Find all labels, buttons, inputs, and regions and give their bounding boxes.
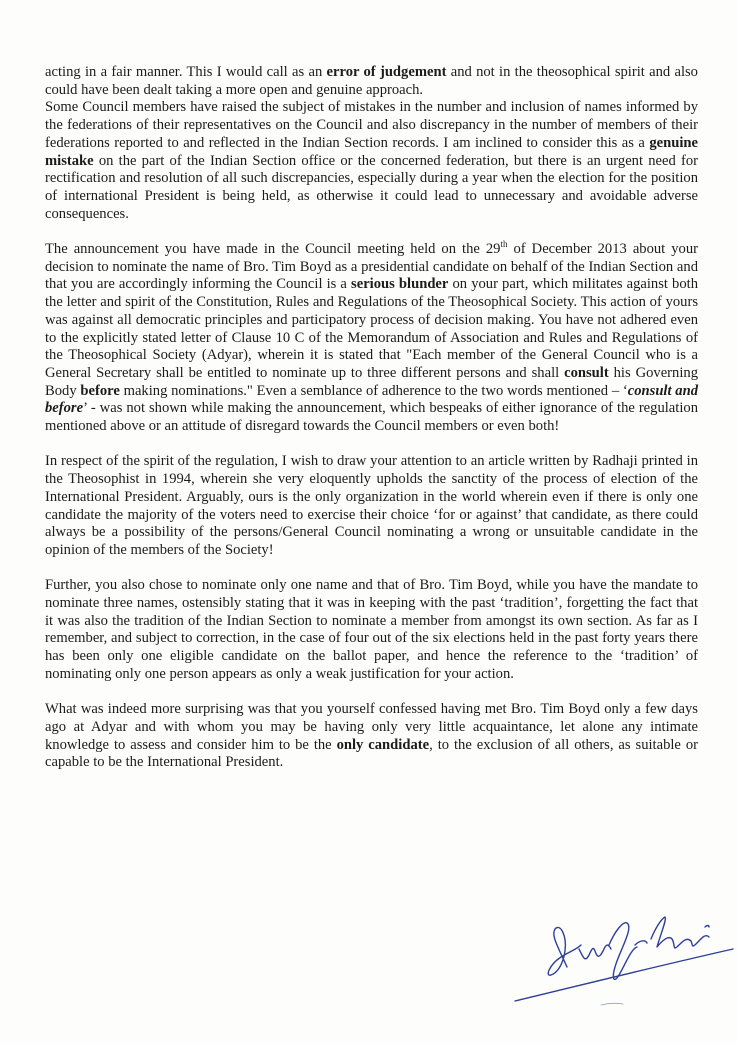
text-run: making nominations." Even a semblance of adherence to the two words mentioned – ‘ (119, 382, 628, 399)
paragraph-gap (45, 560, 698, 578)
text-run: his Governing Body (45, 364, 698, 399)
paragraph-gap (45, 223, 698, 241)
bold-phrase: consult (564, 364, 609, 381)
bold-phrase: genuine mistake (45, 134, 698, 169)
text-run: The announcement you have made in the Council meeting held on the 29 (45, 241, 501, 258)
text-run: acting in a fair manner. This I would call as an (45, 64, 327, 80)
text-run: on the part of the Indian Section office or the concerned federation, but there is an urgent need for rectification and resolution of all such discrepancies, especially during a year when the election for the position of international President is being held, as otherwise it could lead to unnecessary and avoidable adverse consequences. (45, 152, 698, 222)
paragraph-4: In respect of the spirit of the regulation, I wish to draw your attention to an article written by Radhaji printed in the Theosophist in 1994, wherein she very eloquently upholds the sanctity of the process of election of the International President. Arguably, ours is the only organization in the world wherein even if there is only one candidate the majority of the voters need to exercise their choice ‘for or against’ that candidate, as there could always be a possibility of the persons/General Council nominating a wrong or unsuitable candidate in the opinion of the members of the Society! (45, 453, 698, 558)
signature-icon (505, 905, 737, 1015)
paragraph-1 (45, 64, 698, 99)
paragraph-5: Further, you also chose to nominate only one name and that of Bro. Tim Boyd, while you have the mandate to nominate three names, ostensibly stating that it was in keeping with the past ‘tradition’, forgetting the fact that it was also the tradition of the Indian Section to nominate a member from amongst its own section. As far as I remember, and subject to correction, in the case of four out of the six elections held in the past forty years there has been only one eligible candidate on the ballot paper, and hence the reference to the ‘tradition’ of nominating only one person appears as only a weak justification for your action. (45, 577, 698, 682)
paragraph-2 (45, 99, 698, 223)
bold-phrase: only candidate (336, 736, 430, 753)
text-run: and not in the theosophical spirit and also could have been dealt taking a more open and genuine approach. (45, 64, 698, 98)
handwritten-signature (505, 905, 737, 1015)
text-run: Some Council members have raised the subject of mistakes in the number and inclusion of names informed by the federations of their representatives on the Council and also discrepancy in the number of members of their federations reported to and reflected in the Indian Section records. I am inclined to consider this as a (45, 99, 698, 151)
text-run: What was indeed more surprising was that you yourself confessed having met Bro. Tim Boyd only a few days ago at Adyar and with whom you may be having only very little acquaintance, let alone any intimate knowledge to assess and consider him to be the (45, 701, 698, 753)
paragraph-6 (45, 701, 698, 772)
bold-phrase: error of judgement (326, 64, 447, 80)
superscript: th (500, 239, 508, 250)
paragraph-gap (45, 436, 698, 454)
letter-body (45, 64, 698, 772)
text-run: , to the exclusion of all others, as suitable or capable to be the International President. (45, 736, 698, 771)
text-run: ’ - was not shown while making the announcement, which bespeaks of either ignorance of the regulation mentioned above or an attitude of disregard towards the Council members or even both! (45, 400, 698, 435)
text-run: on your part, which militates against both the letter and spirit of the Constitution, Rules and Regulations of the Theosophical Society. This action of yours was against all democratic principles and participatory process of decision making. You have not adhered even to the explicitly stated letter of Clause 10 C of the Memorandum of Association and Rules and Regulations of the Theosophical Society (Adyar), wherein it is stated that "Each member of the General Council who is a General Secretary shall be entitled to nominate up to three different persons and shall (45, 276, 698, 381)
bold-phrase: before (80, 382, 120, 399)
text-run: of December 2013 about your decision to nominate the name of Bro. Tim Boyd as a presidential candidate on behalf of the Indian Section and that you are accordingly informing the Council is a (45, 241, 698, 293)
paragraph-3 (45, 241, 698, 436)
bold-phrase: serious blunder (351, 276, 449, 293)
paragraph-gap (45, 684, 698, 702)
bold-italic-phrase: consult and before (45, 382, 699, 417)
